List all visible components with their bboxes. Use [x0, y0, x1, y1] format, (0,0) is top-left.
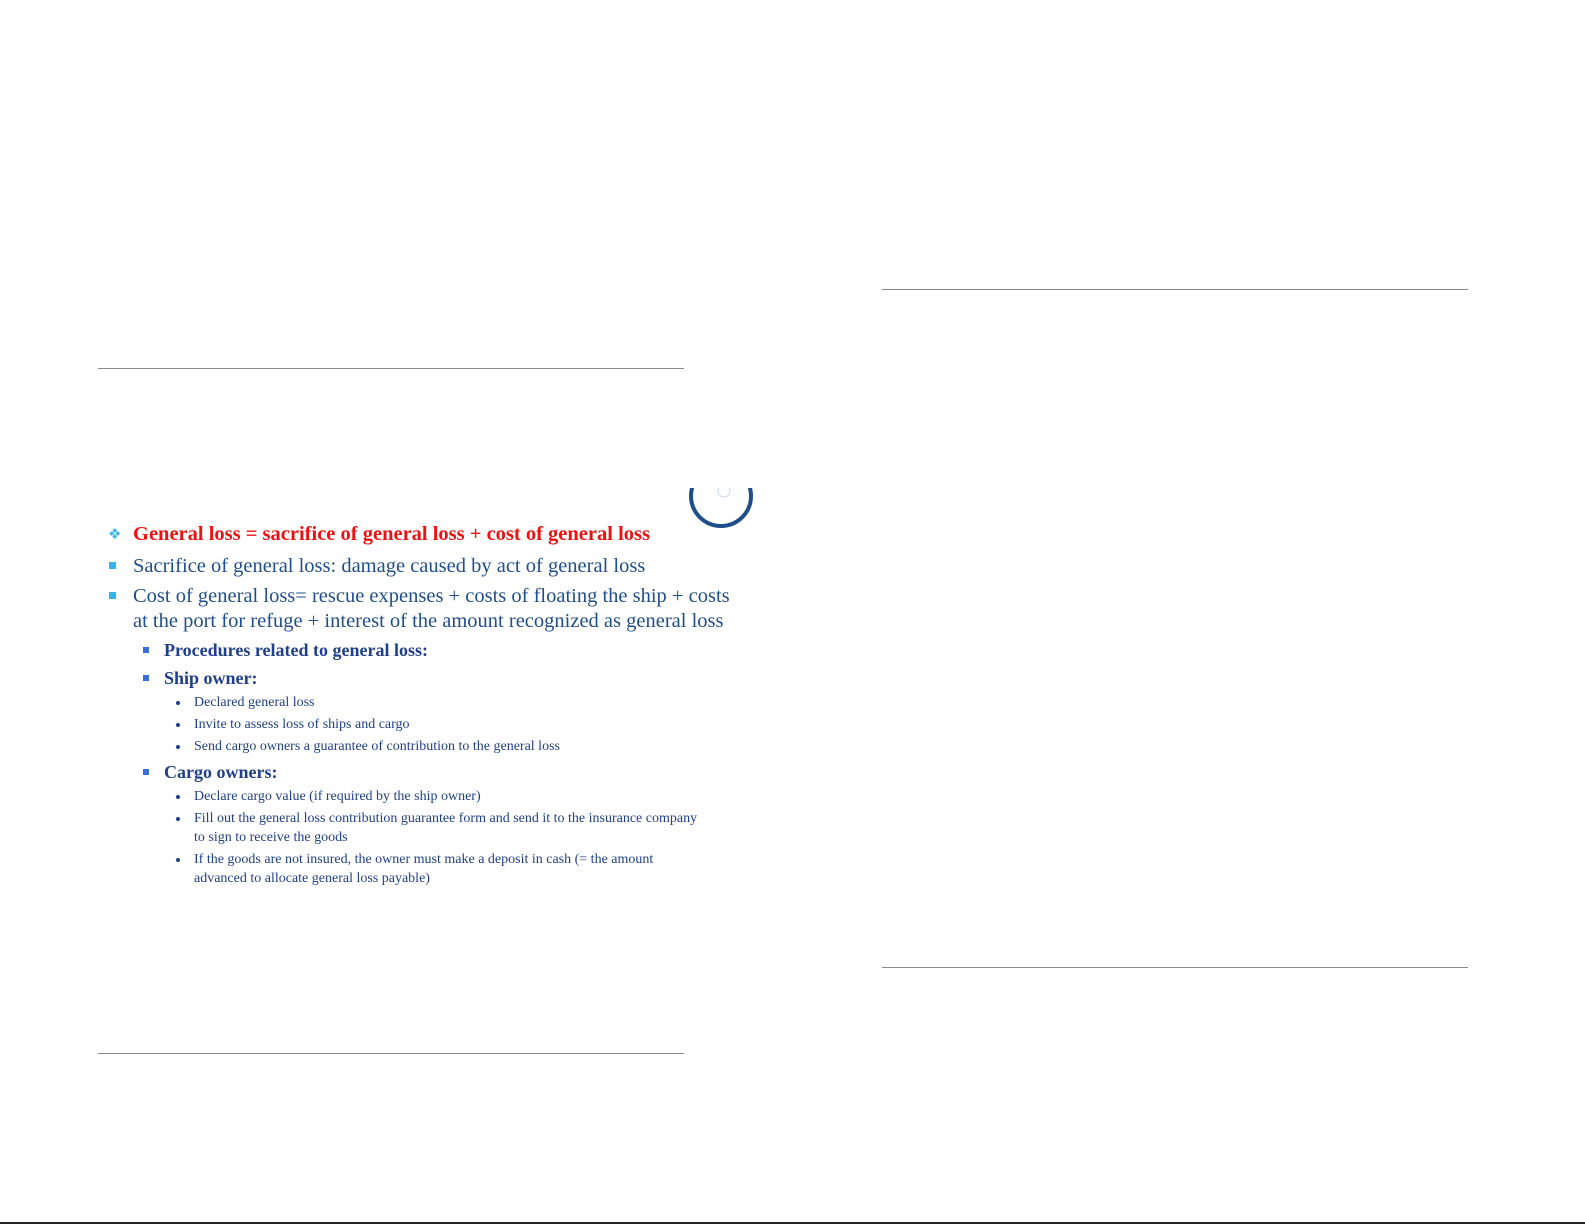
- square-bullet-icon: [143, 675, 149, 681]
- ship-owner-heading: Ship owner:: [164, 668, 258, 688]
- bullet-text: Cost of general loss= rescue expenses + costs of floating the ship + costs: [133, 585, 730, 607]
- square-bullet-icon: [143, 769, 149, 775]
- square-bullet-icon: [109, 562, 116, 569]
- four-diamond-icon: ❖: [108, 525, 122, 543]
- dot-bullet-icon: [176, 701, 180, 705]
- ship-owner-item-text: Send cargo owners a guarantee of contribution to the general loss: [194, 739, 560, 754]
- dot-bullet-icon: [176, 745, 180, 749]
- ship-owner-item-text: Invite to assess loss of ships and cargo: [194, 717, 410, 732]
- bullet-text: Sacrifice of general loss: damage caused by act of general loss: [133, 555, 646, 577]
- dot-bullet-icon: [176, 795, 180, 799]
- cargo-owners-item-text: If the goods are not insured, the owner must make a deposit in cash (= the amount: [194, 852, 654, 867]
- page-bottom-border: [0, 1222, 1585, 1224]
- dot-bullet-icon: [176, 723, 180, 727]
- divider-left-top: [98, 368, 684, 369]
- square-bullet-icon: [143, 647, 149, 653]
- cargo-owners-item-text-continued: advanced to allocate general loss payable): [194, 871, 430, 886]
- procedures-heading: Procedures related to general loss:: [164, 640, 428, 660]
- dot-bullet-icon: [176, 858, 180, 862]
- slide-content: [98, 500, 768, 900]
- square-bullet-icon: [109, 592, 116, 599]
- bullet-text-continued: at the port for refuge + interest of the amount recognized as general loss: [133, 610, 724, 632]
- divider-right-bottom: [882, 967, 1468, 968]
- ship-owner-item-text: Declared general loss: [194, 695, 315, 710]
- slide-headline: General loss = sacrifice of general loss + cost of general loss: [133, 523, 650, 545]
- cargo-owners-item-text: Declare cargo value (if required by the ship owner): [194, 789, 481, 804]
- cargo-owners-heading: Cargo owners:: [164, 762, 278, 782]
- divider-left-bottom: [98, 1053, 684, 1054]
- cargo-owners-item-text: Fill out the general loss contribution guarantee form and send it to the insurance company: [194, 811, 698, 826]
- divider-right-top: [882, 289, 1468, 290]
- dot-bullet-icon: [176, 817, 180, 821]
- cargo-owners-item-text-continued: to sign to receive the goods: [194, 830, 348, 845]
- circle-arc-icon: [688, 488, 754, 530]
